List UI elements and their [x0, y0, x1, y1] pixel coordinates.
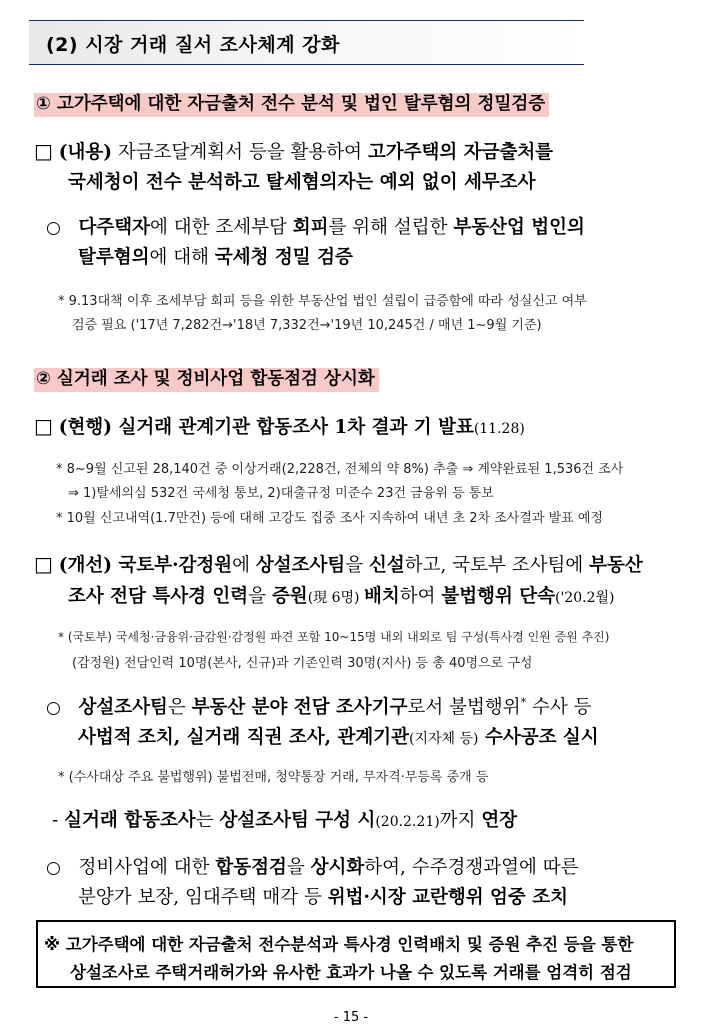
text: 분양가 보장, 임대주택 매각 등 [78, 887, 328, 908]
subheading-2 [34, 365, 379, 390]
note-2-line2: ⇒ 1)탈세의심 532건 국세청 통보, 2)대출규정 미준수 23건 금융위 등 통보 [68, 486, 494, 501]
date: (11.28) [473, 421, 525, 437]
emphasis: 상시화 [310, 857, 365, 878]
subheading-1 [34, 90, 549, 115]
emphasis: 다주택자 [78, 217, 150, 238]
emphasis: 부동산업 법인의 [453, 217, 585, 238]
paragraph-content [34, 138, 553, 164]
label-content: (내용) [58, 142, 113, 163]
footnote-marker: * [520, 695, 527, 709]
dash-bullet: - [52, 810, 59, 831]
emphasis: 탈루혐의 [78, 247, 150, 268]
text: 을 [248, 586, 272, 607]
text: 을 [286, 857, 311, 878]
emphasis: 상설조사팀 [78, 697, 168, 718]
emphasis: 연장 [481, 810, 518, 831]
bullet-joint-inspection [46, 853, 578, 879]
emphasis: 합동점검 [215, 857, 287, 878]
text: 은 [167, 697, 192, 718]
emphasis: 증원 [271, 586, 308, 607]
text: 하고, 국토부 조사팀에 [404, 555, 590, 576]
emphasis: 회피 [292, 217, 329, 238]
text: 는 [195, 810, 220, 831]
note-3-line1: * (국토부) 국세청·금융위·금감원·감정원 파견 포함 10~15명 내외 내외로 팀 구성(특사경 인원 증원 추진) [58, 630, 610, 644]
date: (20.2.21) [375, 814, 440, 830]
bullet-standing-team-line2 [78, 723, 599, 749]
text: 를 위해 설립한 [328, 217, 454, 238]
date: ('20.2월) [555, 590, 615, 606]
bullet-multihome [46, 213, 585, 239]
emphasis: 수사공조 실시 [478, 727, 599, 748]
reference-mark-icon: ※ [44, 935, 61, 954]
emphasis: 국세청이 전수 분석하고 탈세혐의자는 예외 없이 세무조사 [68, 172, 536, 193]
text: 자금조달계획서 등을 활용하여 [112, 142, 368, 163]
text: 하여 [399, 586, 442, 607]
emphasis: 조사 전담 특사경 인력 [68, 586, 249, 607]
summary-text-1: 고가주택에 대한 자금출처 전수분석과 특사경 인력배치 및 증원 추진 등을 통한 [65, 935, 634, 954]
emphasis: 고가주택의 자금출처를 [367, 142, 554, 163]
circle-bullet-icon: ○ [46, 218, 61, 238]
text: 로서 불법행위 [407, 697, 521, 718]
text: 까지 [439, 810, 482, 831]
paragraph-content-line2 [68, 168, 536, 194]
summary-line1 [44, 931, 633, 955]
emphasis: 위법·시장 교란행위 엄중 조치 [327, 887, 568, 908]
emphasis: 상설조사팀 [255, 555, 346, 576]
emphasis: 부동산 [589, 555, 643, 576]
note-2-line3: * 10월 신고내역(1.7만건) 등에 대해 고강도 집중 조사 지속하여 내년 초 2차 조사결과 발표 예정 [56, 511, 603, 526]
subheading-2-label: ② 실거래 조사 및 정비사업 합동점검 상시화 [34, 368, 379, 392]
note-3-line2: (감정원) 전담인력 10명(본사, 신규)과 기존인력 30명(지사) 등 총 40명으로 구성 [72, 656, 533, 671]
section-title: (2) 시장 거래 질서 조사체계 강화 [46, 34, 340, 56]
text: 하여, 수주경쟁과열에 따른 [364, 857, 579, 878]
paragraph-improvement-line2 [68, 582, 614, 608]
emphasis: 사법적 조치, 실거래 직권 조사, 관계기관 [78, 727, 410, 748]
emphasis: 부동산 분야 전담 조사기구 [191, 697, 408, 718]
note-4: * (수사대상 주요 불법행위) 불법전매, 청약통장 거래, 무자격·무등록 중개 등 [58, 770, 489, 785]
circle-bullet-icon: ○ [46, 858, 61, 878]
paragraph-improvement [34, 551, 643, 577]
page-number: - 15 - [333, 1010, 369, 1025]
text: (現 6명) [307, 590, 364, 606]
emphasis: 신설 [369, 555, 405, 576]
emphasis: 배치 [363, 586, 400, 607]
square-bullet-icon: □ [34, 414, 53, 438]
bullet-joint-inspection-line2 [78, 883, 568, 909]
emphasis: 상설조사팀 구성 시 [219, 810, 376, 831]
text: 정비사업에 대한 [72, 857, 216, 878]
note-2-line1: * 8~9월 신고된 28,140건 중 이상거래(2,228건, 전체의 약 8%) 추출 ⇒ 계약완료된 1,536건 조사 [56, 462, 624, 477]
emphasis: 불법행위 단속 [441, 586, 555, 607]
note-1-line2: 검증 필요 ('17년 7,282건→'18년 7,332건→'19년 10,245건 / 매년 1~9월 기준) [72, 318, 542, 333]
square-bullet-icon: □ [34, 139, 53, 163]
text: 에 대해 [149, 247, 215, 268]
text: (지자체 등) [409, 731, 479, 747]
emphasis: (현행) 실거래 관계기관 합동조사 1차 결과 기 발표 [58, 417, 474, 438]
dash-extension [52, 806, 517, 832]
text: 수사 등 [526, 697, 592, 718]
emphasis: (개선) 국토부·감정원 [58, 555, 233, 576]
text: 에 [232, 555, 256, 576]
note-1-line1: * 9.13대책 이후 조세부담 회피 등을 위한 부동산업 법인 설립이 급증함에 따라 성실신고 여부 [58, 294, 587, 309]
circle-bullet-icon: ○ [46, 698, 61, 718]
text: 을 [345, 555, 370, 576]
emphasis: 국세청 정밀 검증 [214, 247, 353, 268]
bullet-standing-team [46, 693, 592, 719]
paragraph-current [34, 413, 525, 439]
emphasis: 실거래 합동조사 [64, 810, 196, 831]
subheading-1-label: ① 고가주택에 대한 자금출처 전수 분석 및 법인 탈루혐의 정밀검증 [34, 93, 549, 117]
text: 에 대한 조세부담 [149, 217, 293, 238]
square-bullet-icon: □ [34, 552, 53, 576]
summary-line2: 상설조사로 주택거래허가와 유사한 효과가 나올 수 있도록 거래를 엄격히 점검 [70, 963, 632, 982]
bullet-multihome-line2 [78, 243, 353, 269]
